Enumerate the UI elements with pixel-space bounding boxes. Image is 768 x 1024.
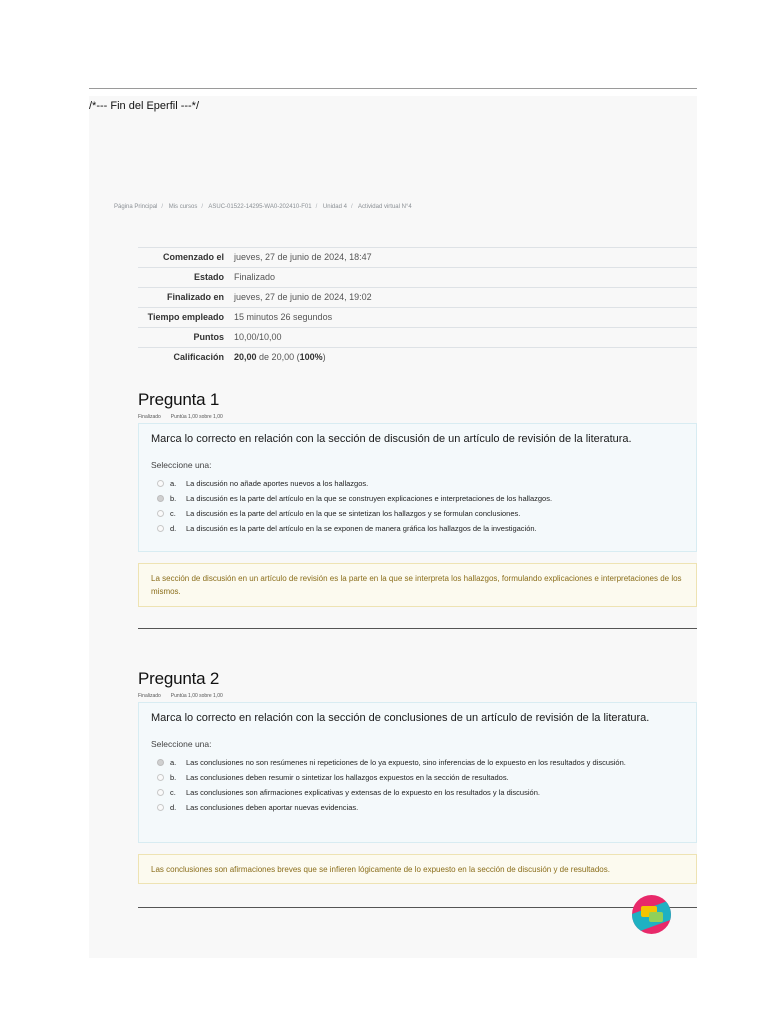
option-text: Las conclusiones deben aportar nuevas evidencias.: [186, 803, 359, 812]
breadcrumb-unit[interactable]: Unidad 4: [322, 204, 347, 210]
question-feedback: La sección de discusión en un artículo de revisión es la parte en la que se interpreta los hallazgos, formulando explicaciones e interpretaciones de los mismos.: [138, 563, 697, 607]
summary-row-finished: [138, 288, 697, 308]
radio-button-selected[interactable]: [157, 759, 164, 766]
summary-label: Calificación: [173, 352, 224, 362]
summary-value: 15 minutos 26 segundos: [234, 312, 333, 322]
question-content: [138, 423, 697, 552]
attempt-summary-table: [138, 247, 697, 367]
option-text: La discusión es la parte del artículo en la que se construyen explicaciones e interpretaciones de los hallazgos.: [186, 494, 553, 503]
answer-option[interactable]: [151, 787, 684, 798]
question-grade: Puntúa 1,00 sobre 1,00: [170, 414, 223, 420]
question-content: [138, 702, 697, 843]
grade-total: de 20,00 (: [259, 352, 300, 362]
question-title: Pregunta 1: [138, 390, 220, 409]
breadcrumb-my-courses[interactable]: Mis cursos: [168, 204, 198, 210]
question-info: [138, 414, 223, 420]
answer-options: [151, 757, 684, 813]
radio-button[interactable]: [157, 510, 164, 517]
answer-option[interactable]: [151, 478, 684, 489]
answer-option[interactable]: [151, 802, 684, 813]
question-divider: [138, 907, 697, 908]
option-text: La discusión no añade aportes nuevos a los hallazgos.: [186, 479, 369, 488]
answer-option[interactable]: [151, 523, 684, 534]
breadcrumb-course[interactable]: ASUC-01522-14295-WA0-202410-F01: [208, 204, 312, 210]
stray-comment-text: /*--- Fin del Eperfil ---*/: [89, 100, 200, 112]
top-divider: [89, 88, 697, 89]
summary-value: jueves, 27 de junio de 2024, 19:02: [234, 292, 372, 302]
answer-options: [151, 478, 684, 534]
grade-close: ): [322, 352, 326, 362]
summary-row-grade: [138, 348, 697, 368]
question-divider: [138, 628, 697, 629]
radio-button[interactable]: [157, 480, 164, 487]
summary-row-state: [138, 268, 697, 288]
select-one-label: Seleccione una:: [151, 739, 212, 749]
breadcrumb: Página Principal / Mis cursos / ASUC-01522-14295-WA0-202410-F01 / Unidad 4 / Actividad virtual N°4: [114, 204, 412, 210]
answer-option[interactable]: [151, 772, 684, 783]
option-text: La discusión es la parte del artículo en la se exponen de manera gráfica los hallazgos de la investigación.: [186, 524, 537, 533]
summary-row-started: [138, 248, 697, 268]
breadcrumb-home[interactable]: Página Principal: [114, 204, 158, 210]
question-state: Finalizado: [138, 693, 161, 699]
answer-option[interactable]: [151, 508, 684, 519]
question-state: Finalizado: [138, 414, 161, 420]
option-text: Las conclusiones no son resúmenes ni repeticiones de lo ya expuesto, sino inferencias de lo expuesto en los resultados y discusión.: [186, 758, 626, 767]
radio-button[interactable]: [157, 525, 164, 532]
radio-button-selected[interactable]: [157, 495, 164, 502]
summary-label: Tiempo empleado: [147, 312, 224, 322]
option-letter: c.: [170, 788, 176, 797]
option-text: La discusión es la parte del artículo en la que se sintetizan los hallazgos y se formulan conclusiones.: [186, 509, 521, 518]
option-letter: b.: [170, 494, 177, 503]
select-one-label: Seleccione una:: [151, 460, 212, 470]
option-letter: b.: [170, 773, 177, 782]
radio-button[interactable]: [157, 789, 164, 796]
summary-value: 10,00/10,00: [234, 332, 282, 342]
option-text: Las conclusiones deben resumir o sintetizar los hallazgos expuestos en la sección de resultados.: [186, 773, 509, 782]
question-text: Marca lo correcto en relación con la sección de discusión de un artículo de revisión de la literatura.: [151, 433, 632, 445]
breadcrumb-activity[interactable]: Actividad virtual N°4: [357, 204, 412, 210]
question-grade: Puntúa 1,00 sobre 1,00: [170, 693, 223, 699]
option-letter: c.: [170, 509, 176, 518]
summary-label: Comenzado el: [162, 252, 224, 262]
summary-value: [230, 348, 697, 368]
summary-label: Puntos: [193, 332, 224, 342]
grade-score: 20,00: [234, 352, 257, 362]
question-title: Pregunta 2: [138, 669, 220, 688]
summary-row-points: [138, 328, 697, 348]
option-letter: a.: [170, 758, 177, 767]
summary-row-time: [138, 308, 697, 328]
answer-option[interactable]: [151, 757, 684, 768]
chat-bubbles-icon[interactable]: [632, 895, 671, 934]
option-text: Las conclusiones son afirmaciones explicativas y extensas de lo expuesto en los resultados y la discusión.: [186, 788, 540, 797]
question-info: [138, 693, 223, 699]
option-letter: d.: [170, 803, 177, 812]
option-letter: d.: [170, 524, 177, 533]
option-letter: a.: [170, 479, 177, 488]
summary-value: Finalizado: [234, 272, 276, 282]
question-feedback: Las conclusiones son afirmaciones breves que se infieren lógicamente de lo expuesto en la sección de discusión y de resultados.: [138, 854, 697, 884]
answer-option[interactable]: [151, 493, 684, 504]
summary-label: Estado: [193, 272, 224, 282]
question-text: Marca lo correcto en relación con la sección de conclusiones de un artículo de revisión de la literatura.: [151, 712, 650, 724]
summary-value: jueves, 27 de junio de 2024, 18:47: [234, 252, 372, 262]
radio-button[interactable]: [157, 774, 164, 781]
radio-button[interactable]: [157, 804, 164, 811]
grade-percent: 100%: [299, 352, 323, 362]
summary-label: Finalizado en: [166, 292, 224, 302]
